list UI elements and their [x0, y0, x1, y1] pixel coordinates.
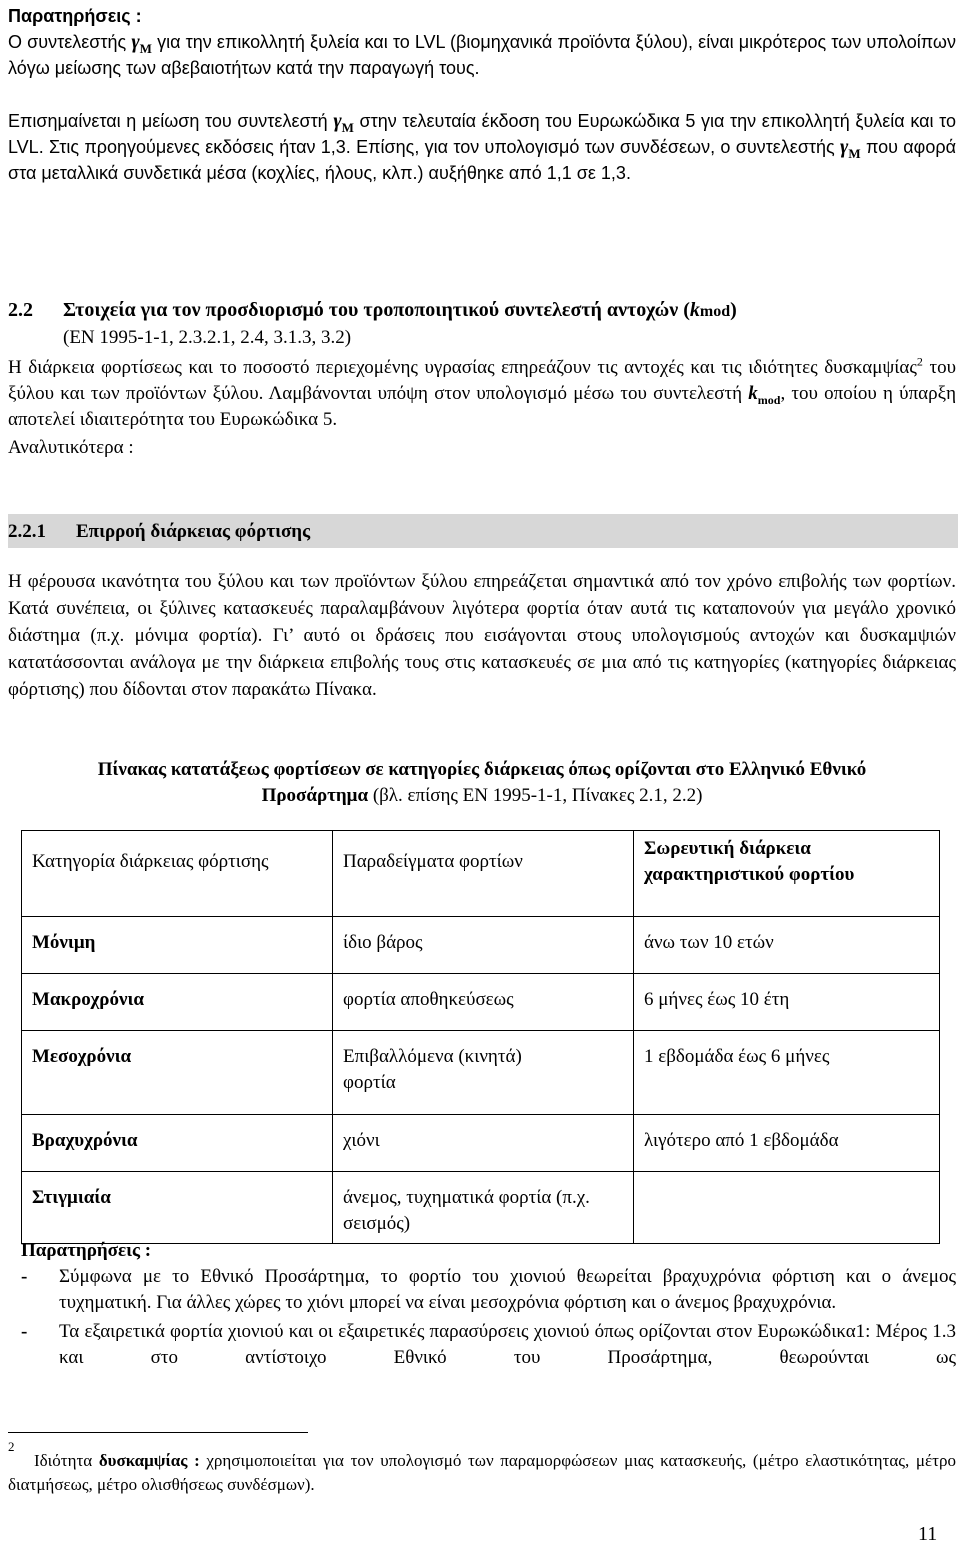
remarks-paragraph-2: Επισημαίνεται η μείωση του συντελεστή $\gamma_M$ στην τελευταία έκδοση του Ευρωκώδικα 5 για την επικολλητή ξυλεία και το LVL. Στις προηγούμενες εκδόσεις ήταν 1,3. Επίσης, για τον υπολογισμό των συνδέσεων, ο συντελεστής $\gamma_M$ που αφορά στα μεταλλικά συνδετικά μέσα (κοχλίες, ήλους, κλπ.) αυξήθηκε από 1,1 σε 1,3. — [8, 110, 956, 183]
table-header-cell: Παραδείγματα φορτίων — [333, 831, 634, 917]
footnote-mark: 2 — [8, 1439, 15, 1454]
remarks-2-list — [21, 1264, 956, 1371]
section-2-2-reference: (ΕΝ 1995-1-1, 2.3.2.1, 2.4, 3.1.3, 3.2) — [63, 327, 352, 348]
gamma-m-symbol: $\gamma_M$ — [131, 31, 152, 56]
section-2-2-1-number: 2.2.1 — [8, 521, 46, 542]
table-row — [22, 917, 940, 974]
table-cell: Μεσοχρόνια — [22, 1031, 333, 1115]
gamma-m-symbol: $\gamma_M$ — [840, 136, 861, 161]
table-header-cell: Σωρευτική διάρκεια χαρακτηριστικού φορτίου — [634, 831, 940, 917]
table-cell: φορτία αποθηκεύσεως — [333, 974, 634, 1031]
table-cell: Μόνιμη — [22, 917, 333, 974]
table-cell: χιόνι — [333, 1115, 634, 1172]
table-cell: Στιγμιαία — [22, 1172, 333, 1244]
bullet-dash: - — [21, 1266, 28, 1287]
remarks-2-item-2 — [21, 1319, 956, 1371]
table-cell — [634, 1172, 940, 1244]
table-cell: άνεμος, τυχηματικά φορτία (π.χ. σεισμός) — [333, 1172, 634, 1244]
table-cell: ίδιο βάρος — [333, 917, 634, 974]
table-caption-line-1: Πίνακας κατατάξεως φορτίσεων σε κατηγορίες διάρκειας όπως ορίζονται στο Ελληνικό Εθνικό — [97, 759, 867, 780]
section-2-2-more: Αναλυτικότερα : — [8, 437, 134, 458]
gamma-m-symbol: $\gamma_M$ — [333, 110, 354, 135]
footnote-text: Ιδιότητα δυσκαμψίας : χρησιμοποιείται για τον υπολογισμό των παραμορφώσεων μιας κατασκευής, (μέτρο ελαστικότητας, μέτρο διατμήσεως, μέτρο ολισθήσεως συνδέσμων). — [8, 1451, 956, 1494]
table-row — [22, 974, 940, 1031]
bullet-dash: - — [21, 1321, 28, 1342]
load-duration-table — [21, 830, 940, 1244]
table-cell: 1 εβδομάδα έως 6 μήνες — [634, 1031, 940, 1115]
table-row — [22, 1031, 940, 1115]
table-header-row — [22, 831, 940, 917]
remarks-2-item-1 — [21, 1264, 956, 1316]
table-cell: άνω των 10 ετών — [634, 917, 940, 974]
table-row — [22, 1172, 940, 1244]
remarks-paragraph-1: Ο συντελεστής $\gamma_M$ για την επικολλητή ξυλεία και το LVL (βιομηχανικά προϊόντα ξύλου), είναι μικρότερος των υπολοίπων λόγω μείωσης των αβεβαιοτήτων κατά την παραγωγή τους. — [8, 31, 956, 78]
table-cell: Μακροχρόνια — [22, 974, 333, 1031]
section-2-2-number: 2.2 — [8, 299, 33, 321]
remarks-2-item-1-text: Σύμφωνα με το Εθνικό Προσάρτημα, το φορτίο του χιονιού θεωρείται βραχυχρόνια φόρτιση και ο άνεμος τυχηματική. Για άλλες χώρες το χιόνι μπορεί να είναι μεσοχρόνια φόρτιση και ο άνεμος βραχυχρόνια. — [59, 1266, 956, 1313]
section-2-2-title: Στοιχεία για τον προσδιορισμό του τροποποιητικού συντελεστή αντοχών (kmod) — [63, 299, 737, 321]
section-2-2-1-title: Επιρροή διάρκειας φόρτισης — [76, 521, 311, 542]
section-2-2-1-body: Η φέρουσα ικανότητα του ξύλου και των προϊόντων ξύλου επηρεάζεται σημαντικά από τον χρόνο επιβολής των φορτίων. Κατά συνέπεια, οι ξύλινες κατασκευές παραλαμβάνουν λιγότερα φορτία όταν αυτά τις καταπονούν για μεγάλο χρονικό διάστημα (π.χ. μόνιμα φορτία). Γι’ αυτό οι δράσεις που εισάγονται στους υπολογισμούς αντοχών και δυσκαμψιών κατατάσσονται ανάλογα με την διάρκεια επιβολής τους στις κατασκευές σε μια από τις κατηγορίες (κατηγορίες διάρκειας φόρτισης) που δίδονται στον παρακάτω Πίνακα. — [8, 571, 956, 700]
footnote-rule — [8, 1432, 308, 1433]
remarks-2-title: Παρατηρήσεις : — [21, 1240, 152, 1261]
table-caption-line-2: Προσάρτημα (βλ. επίσης ΕΝ 1995-1-1, Πίνακες 2.1, 2.2) — [261, 785, 703, 806]
table-header-cell: Κατηγορία διάρκειας φόρτισης — [22, 831, 333, 917]
remarks-2-item-2-text: Τα εξαιρετικά φορτία χιονιού και οι εξαιρετικές παρασύρσεις χιονιού όπως ορίζονται στον Ευρωκώδικα1: Μέρος 1.3 και στο αντίστοιχο Εθνικό του Προσάρτημα, θεωρούνται ως — [59, 1321, 956, 1368]
section-2-2-body: Η διάρκεια φορτίσεως και το ποσοστό περιεχομένης υγρασίας επηρεάζουν τις αντοχές και τις ιδιότητες δυσκαμψίας$^2$ του ξύλου και των προϊόντων ξύλου. Λαμβάνονται υπόψη στον υπολογισμό μέσω του συντελεστή $k_{mod}$, του οποίου η ύπαρξη αποτελεί ιδιαιτερότητα του Ευρωκώδικα 5. — [8, 354, 957, 430]
table-cell: λιγότερο από 1 εβδομάδα — [634, 1115, 940, 1172]
page-number: 11 — [918, 1523, 938, 1545]
table-cell: Επιβαλλόμενα (κινητά) φορτία — [333, 1031, 634, 1115]
table-cell: Βραχυχρόνια — [22, 1115, 333, 1172]
table-row — [22, 1115, 940, 1172]
remarks-title: Παρατηρήσεις : — [8, 6, 142, 26]
table-cell: 6 μήνες έως 10 έτη — [634, 974, 940, 1031]
